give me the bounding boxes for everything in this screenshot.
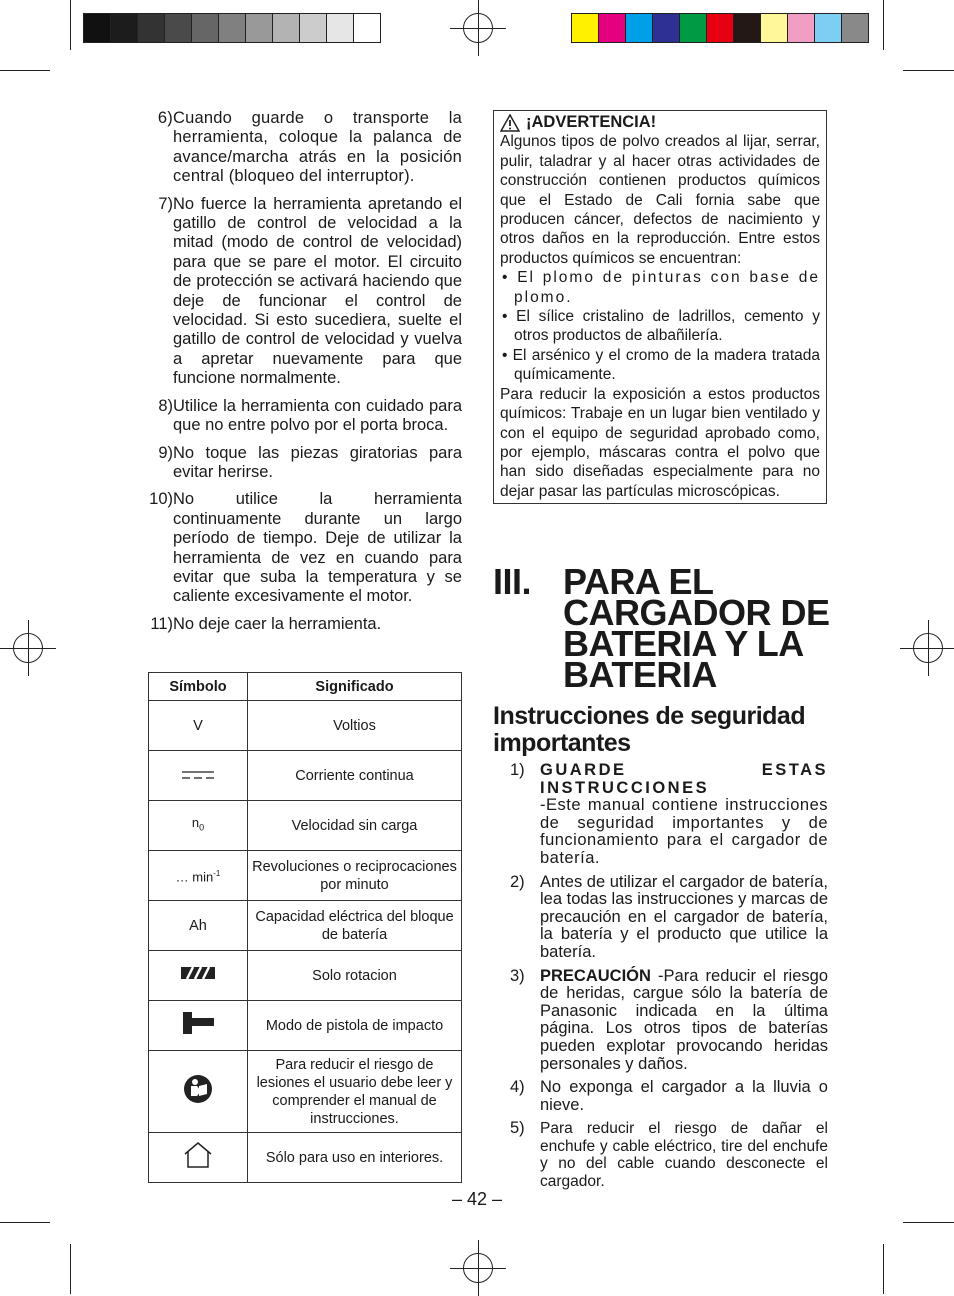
table-row — [149, 701, 462, 751]
color-bar — [571, 13, 869, 43]
list-item — [510, 762, 828, 868]
registration-mark — [913, 633, 943, 663]
list-item — [510, 1079, 828, 1114]
symbol-table — [148, 672, 462, 1183]
read-manual-icon — [149, 1051, 248, 1133]
meaning-cell: Sólo para uso en interiores. — [248, 1133, 462, 1183]
table-row — [149, 901, 462, 951]
list-item — [136, 490, 462, 606]
item-text: No deje caer la herramienta. — [173, 614, 382, 633]
list-item — [510, 874, 828, 962]
hammer-icon — [149, 1001, 248, 1051]
list-item — [136, 615, 462, 634]
swatch — [707, 14, 734, 42]
section-number: III. — [493, 561, 532, 602]
item-number: 4) — [510, 1078, 525, 1097]
item-text: No utilice la herramienta continuamente durante un largo período de tiempo. Deje de utilizar la herramienta de vez en cuando para evitar que suba la temperatura y se caliente excesivamente el motor. — [173, 490, 462, 606]
swatch — [842, 14, 868, 42]
item-number: 11) — [150, 614, 173, 633]
section-heading — [493, 561, 833, 695]
swatch — [680, 14, 707, 42]
swatch — [165, 14, 192, 42]
item-number: 7) — [158, 194, 173, 213]
table-row — [149, 951, 462, 1001]
warning-intro: Algunos tipos de polvo creados al lijar, serrar, pulir, taladrar y al hacer otras actividades de construcción contienen productos químicos que el Estado de Cali fornia sabe que producen cáncer, defectos de nacimiento y otros daños en la reproducción. Entre estos productos químicos se encuentran: — [500, 133, 820, 267]
swatch — [219, 14, 246, 42]
item-number: 9) — [158, 443, 173, 462]
list-item — [136, 397, 462, 436]
swatch — [572, 14, 599, 42]
table-row — [149, 851, 462, 901]
crop-mark — [70, 1244, 71, 1294]
swatch — [111, 14, 138, 42]
registration-mark — [13, 633, 43, 663]
table-header-meaning: Significado — [248, 673, 462, 701]
swatch — [653, 14, 680, 42]
list-item — [510, 1120, 828, 1190]
warning-outro: Para reducir la exposición a estos productos químicos: Trabaje en un lugar bien ventilado y con el equipo de seguridad aprobado como, por ejemplo, máscaras contra el polvo que han sido diseñadas especialmente para no dejar pasar las partículas microscópicas. — [500, 385, 820, 500]
swatch — [192, 14, 219, 42]
meaning-cell: Modo de pistola de impacto — [248, 1001, 462, 1051]
swatch — [273, 14, 300, 42]
gray-scale-bar — [83, 13, 381, 43]
crop-mark — [70, 0, 71, 50]
registration-mark — [463, 1253, 493, 1283]
swatch — [734, 14, 761, 42]
item-text: No exponga el cargador a la lluvia o nieve. — [540, 1078, 828, 1114]
registration-mark — [463, 13, 493, 43]
warning-box — [493, 110, 827, 504]
swatch — [300, 14, 327, 42]
item-body — [540, 968, 828, 1074]
item-number: 8) — [158, 396, 173, 415]
section-title: PARA EL CARGADOR DE BATERIA Y LA BATERIA — [563, 561, 830, 695]
swatch — [354, 14, 380, 42]
meaning-cell: Corriente continua — [248, 751, 462, 801]
item-text: -Este manual contiene instrucciones de seguridad importantes y de funcionamiento para el cargador de batería. — [540, 796, 828, 867]
charger-safety-list — [510, 762, 828, 1197]
warning-triangle-icon — [500, 114, 520, 132]
swatch — [815, 14, 842, 42]
swatch — [84, 14, 111, 42]
meaning-cell: Voltios — [248, 701, 462, 751]
crop-mark — [883, 1244, 884, 1294]
swatch — [327, 14, 354, 42]
crop-mark — [0, 1222, 50, 1223]
subheading: Instrucciones de seguridad importantes — [493, 702, 806, 757]
crop-mark — [0, 70, 50, 71]
item-number: 2) — [510, 872, 525, 891]
list-item — [136, 195, 462, 389]
dc-current-icon — [149, 751, 248, 801]
swatch — [246, 14, 273, 42]
swatch — [788, 14, 815, 42]
crop-mark — [883, 0, 884, 50]
item-bold: GUARDE ESTAS INSTRUCCIONES — [540, 761, 828, 797]
drill-rotation-icon — [149, 951, 248, 1001]
item-body — [540, 762, 828, 868]
list-item: • El sílice cristalino de ladrillos, cemento y otros productos de albañilería. — [502, 308, 820, 345]
symbol-cell: … $\min^{-1}$ — [149, 851, 248, 901]
list-item — [136, 444, 462, 483]
item-number: 3) — [510, 966, 525, 985]
crop-mark — [903, 1222, 954, 1223]
item-text: Para reducir el riesgo de dañar el enchufe y cable eléctrico, tire del enchufe y no del cable cuando desconecte el cargador. — [540, 1120, 828, 1191]
symbol-cell: $n_0$ — [149, 801, 248, 851]
crop-mark — [903, 70, 954, 71]
warning-title-text: ¡ADVERTENCIA! — [526, 113, 657, 131]
page-number: – 42 – — [451, 1189, 503, 1209]
symbol-cell: Ah — [149, 901, 248, 951]
swatch — [599, 14, 626, 42]
item-text: Antes de utilizar el cargador de batería, lea todas las instrucciones y marcas de precaución en el cargador de batería, la batería y el producto que utilice la batería. — [540, 872, 829, 961]
item-text: No fuerce la herramienta apretando el gatillo de control de velocidad a la mitad (modo de control de velocidad) para que se pare el motor. El circuito de protección se activará haciendo que deje de funcionar el control de velocidad. Si esto sucediera, suelte el gatillo de control de velocidad y vuelva a apretar nuevamente para que funcione normalmente. — [173, 194, 462, 388]
list-item: • El plomo de pinturas con base de plomo. — [502, 269, 820, 306]
item-text: Utilice la herramienta con cuidado para que no entre polvo por el porta broca. — [173, 396, 462, 435]
item-text: No toque las piezas giratorias para evitar herirse. — [173, 443, 462, 481]
item-number: 6) — [157, 109, 173, 127]
list-item — [136, 109, 462, 187]
table-row — [149, 1001, 462, 1051]
table-row — [149, 801, 462, 851]
warning-bullets — [500, 268, 820, 384]
swatch — [626, 14, 653, 42]
meaning-cell: Capacidad eléctrica del bloque de batería — [248, 901, 462, 951]
symbol-cell: V — [149, 701, 248, 751]
meaning-cell: Para reducir el riesgo de lesiones el usuario debe leer y comprender el manual de instrucciones. — [248, 1051, 462, 1133]
table-row — [149, 751, 462, 801]
swatch — [761, 14, 788, 42]
meaning-cell: Solo rotacion — [248, 951, 462, 1001]
item-text: Cuando guarde o transporte la herramienta, coloque la palanca de avance/marcha atrás en la posición central (bloqueo del interruptor). — [173, 109, 462, 186]
list-item — [510, 968, 828, 1074]
precautions-list — [136, 109, 462, 642]
swatch — [138, 14, 165, 42]
table-row — [149, 1133, 462, 1183]
item-number: 1) — [510, 761, 525, 779]
table-header-symbol: Símbolo — [149, 673, 248, 701]
warning-title — [500, 113, 820, 132]
meaning-cell: Velocidad sin carga — [248, 801, 462, 851]
item-bold: PRECAUCIÓN — [540, 966, 651, 985]
list-item: • El arsénico y el cromo de la madera tratada químicamente. — [502, 346, 820, 384]
table-row — [149, 1051, 462, 1133]
item-text: -Para reducir el riesgo de heridas, cargue sólo la batería de Panasonic indicada en la última página. Los otros tipos de baterías pueden explotar provocando heridas personales y daños. — [540, 966, 828, 1073]
meaning-cell: Revoluciones o reciprocaciones por minuto — [248, 851, 462, 901]
item-number: 10) — [149, 490, 173, 509]
indoor-use-icon — [149, 1133, 248, 1183]
item-number: 5) — [510, 1119, 525, 1138]
